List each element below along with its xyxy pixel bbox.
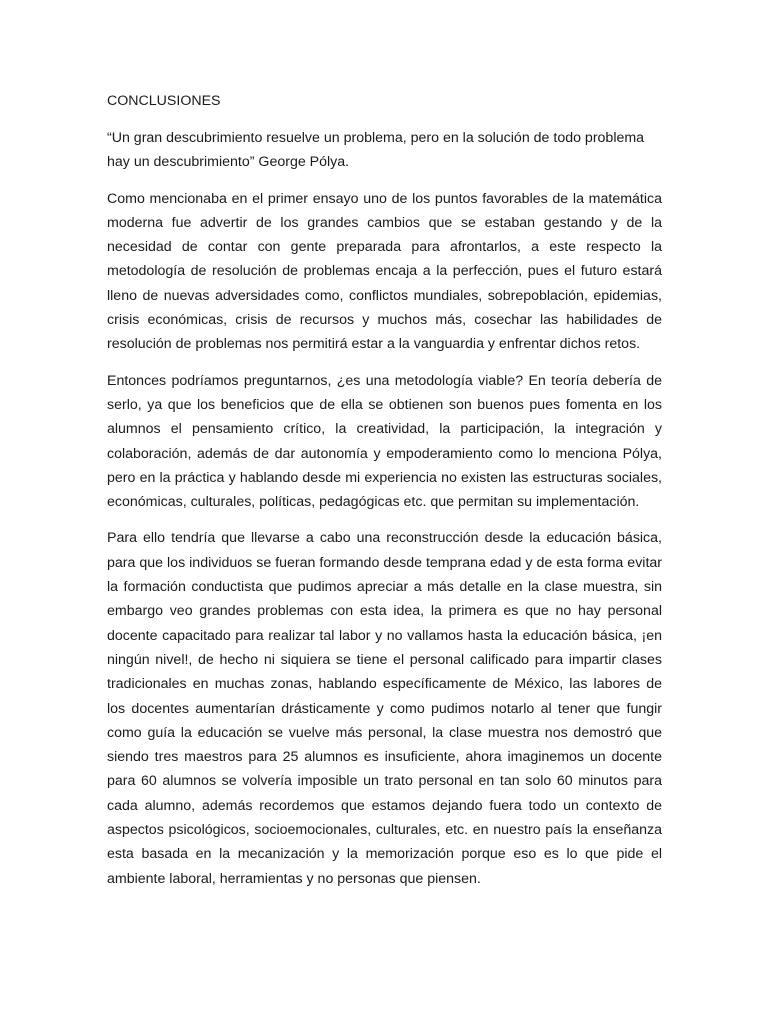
body-paragraph-2: Entonces podríamos preguntarnos, ¿es una metodología viable? En teoría debería de serlo, ya que los beneficios que de ella se obtienen son buenos pues fomenta en los alumnos el pensamiento crítico, la creatividad, la participación, la integración y colaboración, además de dar autonomía y empoderamiento como lo menciona Pólya, pero en la práctica y hablando desde mi experiencia no existen las estructuras sociales, económicas, culturales, políticas, pedagógicas etc. que permitan su implementación. xyxy=(107,372,662,511)
body-paragraph-1: Como mencionaba en el primer ensayo uno de los puntos favorables de la matemática moderna fue advertir de los grandes cambios que se estaban gestando y de la necesidad de contar con gente preparada para afrontarlos, a este respecto la metodología de resolución de problemas encaja a la perfección, pues el futuro estará lleno de nuevas adversidades como, conflictos mundiales, sobrepoblación, epidemias, crisis económicas, crisis de recursos y muchos más, cosechar las habilidades de resolución de problemas nos permitirá estar a la vanguardia y enfrentar dichos retos. xyxy=(107,190,662,353)
body-paragraph-3: Para ello tendría que llevarse a cabo una reconstrucción desde la educación básica, para que los individuos se fueran formando desde temprana edad y de esta forma evitar la formación conductista que pudimos apreciar a más detalle en la clase muestra, sin embargo veo grandes problemas con esta idea, la primera es que no hay personal docente capacitado para realizar tal labor y no vallamos hasta la educación básica, ¡en ningún nivel!, de hecho ni siquiera se tiene el personal calificado para impartir clases tradicionales en muchas zonas, hablando específicamente de México, las labores de los docentes aumentarían drásticamente y como pudimos notarlo al tener que fungir como guía la educación se vuelve más personal, la clase muestra nos demostró que siendo tres maestros para 25 alumnos es insuficiente, ahora imaginemos un docente para 60 alumnos se volvería imposible un trato personal en tan solo 60 minutos para cada alumno, además recordemos que estamos dejando fuera todo un contexto de aspectos psicológicos, socioemocionales, culturales, etc. en nuestro país la enseñanza esta basada en la mecanización y la memorización porque eso es lo que pide el ambiente laboral, herramientas y no personas que piensen. xyxy=(107,530,662,887)
epigraph-quote: “Un gran descubrimiento resuelve un problema, pero en la solución de todo problema hay un descubrimiento” George Pólya. xyxy=(107,130,645,171)
document-title: CONCLUSIONES xyxy=(107,93,221,109)
document-page xyxy=(107,89,662,903)
